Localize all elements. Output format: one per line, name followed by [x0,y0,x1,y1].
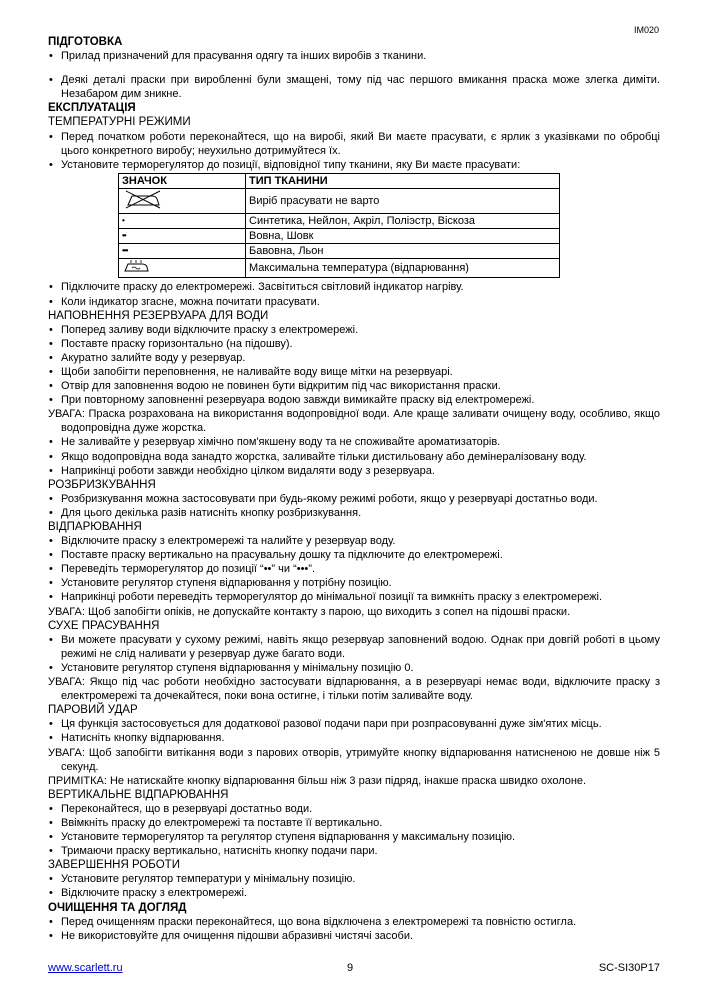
list-item: • Розбризкування можна застосовувати при будь-якому режимі роботи, якщо у резервуарі достатньо води. [48,492,660,506]
list-item: • Підключите праску до електромережі. Засвітиться світловий індикатор нагріву. [48,280,660,294]
list-item: • Не заливайте у резервуар хімічно пом'якшену воду та не споживайте ароматизаторів. [48,435,660,449]
note-text: ПРИМІТКА: Не натискайте кнопку відпарювання більш ніж 3 рази підряд, інакше праска швидко охолоне. [48,774,587,787]
no-iron-icon [119,188,246,213]
section-title-operation: ЕКСПЛУАТАЦІЯ [48,102,136,115]
list-item: • Поперед заливу води відключите праску з електромережі. [48,323,660,337]
subsection-title-temperature: ТЕМПЕРАТУРНІ РЕЖИМИ [48,116,191,129]
list-item: • Відключите праску з електромережі. [48,886,660,900]
table-cell: Вовна, Шовк [246,229,560,244]
table-header-fabric: ТИП ТКАНИНИ [246,173,560,188]
table-cell: Виріб прасувати не варто [246,188,560,213]
list-item: • Наприкінці роботи завжди необхідно цілком видаляти воду з резервуара. [48,464,660,478]
warning-text: УВАГА: Щоб запобігти опіків, не допускайте контакту з парою, що виходить з сопел на підошві праски. [48,605,571,618]
document-code: IM020 [633,25,659,35]
table-row [119,244,560,259]
list-item: • Отвір для заповнення водою не повинен бути відкритим під час використання праски. [48,379,660,393]
subsection-title-vertical: ВЕРТИКАЛЬНЕ ВІДПАРЮВАННЯ [48,788,229,801]
list-item: • Ввімкніть праску до електромережі та поставте її вертикально. [48,816,660,830]
table-row [119,188,560,213]
list-item: • Для цього декілька разів натисніть кнопку розбризкування. [48,506,660,520]
list-item: • Переведіть терморегулятор до позиції “••” чи “•••”. [48,562,660,576]
list-item: • Деякі деталі праски при виробленні були змащені, тому під час першого вмикання праска може злегка диміти. Незабаром дим зникне. [48,73,660,101]
section-title-preparation: ПІДГОТОВКА [48,36,123,48]
section-title-cleaning: ОЧИЩЕННЯ ТА ДОГЛЯД [48,901,187,914]
table-row [119,259,560,278]
table-header-symbol: ЗНАЧОК [119,173,246,188]
steam-iron-icon [119,259,246,278]
list-item: • Поставте праску вертикально на прасувальну дошку та підключите до електромережі. [48,548,660,562]
list-item: • Відключите праску з електромережі та налийте у резервуар воду. [48,534,660,548]
list-item: • Тримаючи праску вертикально, натисніть кнопку подачи пари. [48,844,660,858]
manual-body [48,35,660,943]
list-item: • Щоби запобігти переповнення, не наливайте воду вище мітки на резервуарі. [48,365,660,379]
subsection-title-finish: ЗАВЕРШЕННЯ РОБОТИ [48,859,180,872]
list-item: • Не використовуйте для очищення підошви абразивні чистячі засоби. [48,929,660,943]
table-cell: Бавовна, Льон [246,244,560,259]
warning-text: УВАГА: Щоб запобігти витікання води з парових отворів, утримуйте кнопку відпарювання натисненою не довше ніж 5 секунд. [48,746,660,773]
table-row [119,229,560,244]
table-cell-symbol: • [119,214,246,229]
subsection-title-steam: ВІДПАРЮВАННЯ [48,521,142,533]
subsection-title-spray: РОЗБРИЗКУВАННЯ [48,478,156,491]
list-item: • Натисніть кнопку відпарювання. [48,731,660,745]
subsection-title-dry: СУХЕ ПРАСУВАННЯ [48,619,160,632]
model-number: SC-SI30P17 [598,962,660,974]
list-item: • Ця функція застосовується для додаткової разової подачи пари при розпрасовуванні дуже зім'ятих місць. [48,717,660,731]
list-item: • Установите регулятор температури у мінімальну позицію. [48,872,660,886]
table-cell-symbol: •• [119,229,246,244]
fabric-symbol-table [118,173,560,279]
list-item: • Коли індикатор згасне, можна почитати прасувати. [48,295,660,309]
subsection-title-filling: НАПОВНЕННЯ РЕЗЕРВУАРА ДЛЯ ВОДИ [48,309,269,322]
list-item: • Установите терморегулятор до позиції, відповідної типу тканини, яку Ви маєте прасувати: [48,158,660,172]
website-link[interactable]: www.scarlett.ru [48,962,123,974]
list-item: • Поставте праску горизонтально (на підошву). [48,337,660,351]
list-item: • Переконайтеся, що в резервуарі достатньо води. [48,802,660,816]
list-item: • Установите регулятор ступеня відпарювання у потрібну позицію. [48,576,660,590]
table-cell: Синтетика, Нейлон, Акріл, Поліэстр, Віскоза [246,214,560,229]
list-item: • Перед початком роботи переконайтеся, що на виробі, який Ви маєте прасувати, є ярлик з указівками по обробці цього конкретного виробу; неухильно дотримуйтеся їх. [48,130,660,158]
table-cell-symbol: ••• [119,244,246,259]
list-item: • При повторному заповненні резервуара водою завжди вимикайте праску від електромережі. [48,393,660,407]
table-row [119,214,560,229]
subsection-title-shot: ПАРОВИЙ УДАР [48,704,138,717]
page-number: 9 [347,962,354,974]
warning-text: УВАГА: Праска розрахована на використання водопровідної води. Але краще заливати очищену воду, особливо, якщо водопровідна дуже жорстка. [48,408,660,435]
list-item: • Якщо водопровідна вода занадто жорстка, заливайте тільки дистильовану або демінералізовану воду. [48,450,660,464]
list-item: • Перед очищенням праски переконайтеся, що вона відключена з електромережі та повністю остигла. [48,915,660,929]
list-item: • Ви можете прасувати у сухому режимі, навіть якщо резервуар заповнений водою. Однак при довгій роботі в цьому режимі не слід наливати у резервуар дуже багато води. [48,633,660,661]
list-item: • Установите регулятор ступеня відпарювання у мінімальну позицію 0. [48,661,660,675]
list-item: • Акуратно залийте воду у резервуар. [48,351,660,365]
table-cell: Максимальна температура (відпарювання) [246,259,560,278]
list-item: • Наприкінці роботи переведіть терморегулятор до мінімальної позиції та вимкніть праску з електромережі. [48,590,660,604]
warning-text: УВАГА: Якщо під час роботи необхідно застосувати відпарювання, а в резервуарі немає води, відключите праску з електромережі та дочекайтеся, поки вона остигне, і тільки потім заливайте воду. [48,676,660,703]
list-item: • Прилад призначений для прасування одягу та інших виробів з тканини. [48,49,660,63]
list-item: • Установите терморегулятор та регулятор ступеня відпарювання у максимальну позицію. [48,830,660,844]
